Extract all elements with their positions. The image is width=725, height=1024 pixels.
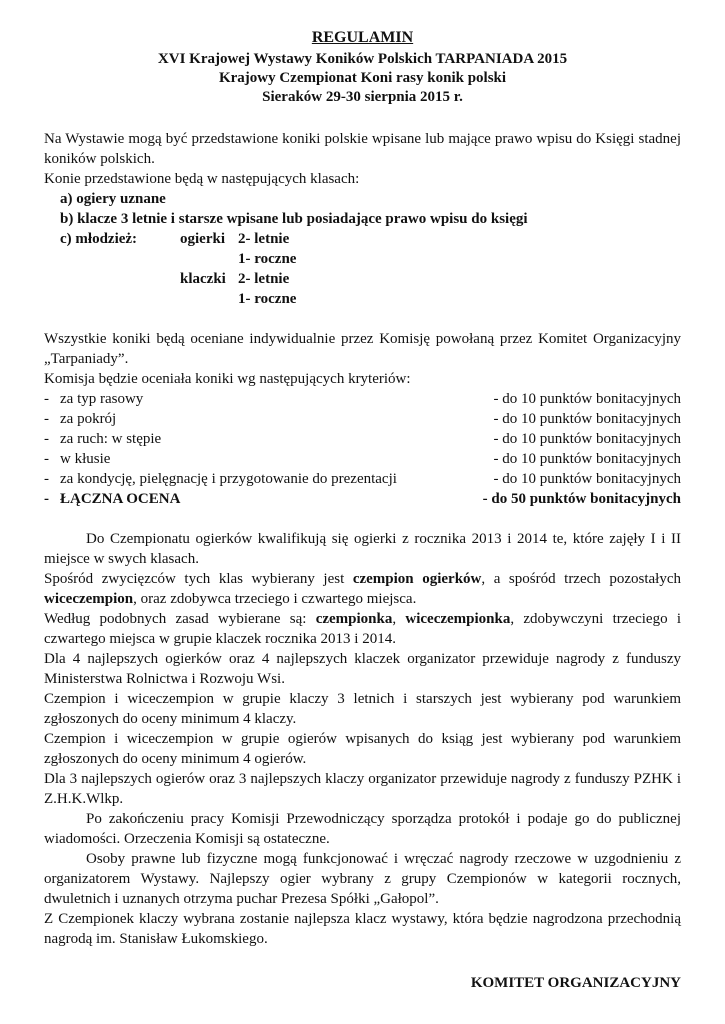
class-c-ogierki-1: 1- roczne — [238, 251, 297, 267]
rule-paragraph: Do Czempionatu ogierków kwalifikują się ogierki z rocznika 2013 i 2014 te, które zajęły I i II miejsce w swych klasach. — [44, 531, 681, 567]
classes-list — [44, 189, 681, 309]
event-name: XVI Krajowej Wystawy Koników Polskich TARPANIADA 2015 — [157, 51, 568, 67]
class-c-ogierki-2: c) młodzież: ogierki 2- letnie — [60, 231, 290, 247]
criterion-item: - za kondycję, pielęgnację i przygotowanie do prezentacji - do 10 punktów bonitacyjnych — [44, 471, 681, 487]
criterion-item: - za typ rasowy - do 10 punktów bonitacyjnych — [44, 391, 681, 407]
signature: KOMITET ORGANIZACYJNY — [470, 975, 681, 991]
rule-paragraph: Według podobnych zasad wybierane są: czempionka, wiceczempionka, zdobywczyni trzeciego i czwartego miejsca w grupie klaczek rocznika 2013 i 2014. — [44, 611, 681, 647]
criteria-intro: Komisja będzie oceniała koniki wg następujących kryteriów: — [44, 371, 411, 387]
class-c-klaczki-1: 1- roczne — [238, 291, 297, 307]
rule-paragraph: Dla 4 najlepszych ogierków oraz 4 najlepszych klaczek organizator przewiduje nagrody z funduszy Ministerstwa Rolnictwa i Rozwoju Wsi. — [44, 651, 681, 687]
class-c-klaczki-2: klaczki 2- letnie — [180, 271, 290, 287]
rule-paragraph: Dla 3 najlepszych ogierów oraz 3 najlepszych klaczy organizator przewiduje nagrody z funduszy PZHK i Z.H.K.Wlkp. — [44, 771, 681, 807]
classes-intro: Konie przedstawione będą w następujących klasach: — [44, 171, 360, 187]
criterion-item: - za pokrój - do 10 punktów bonitacyjnych — [44, 411, 681, 427]
document-page — [44, 28, 681, 992]
document-title: REGULAMIN — [311, 29, 414, 46]
criterion-total: - ŁĄCZNA OCENA - do 50 punktów bonitacyjnych — [44, 491, 681, 507]
rule-paragraph: Spośród zwycięzców tych klas wybierany jest czempion ogierków, a spośród trzech pozostałych wiceczempion, oraz zdobywca trzeciego i czwartego miejsca. — [44, 571, 681, 607]
intro-paragraph: Na Wystawie mogą być przedstawione koniki polskie wpisane lub mające prawo wpisu do Księgi stadnej koników polskich. — [44, 131, 681, 167]
class-b: b) klacze 3 letnie i starsze wpisane lub posiadające prawo wpisu do księgi — [60, 211, 528, 227]
rule-paragraph: Osoby prawne lub fizyczne mogą funkcjonować i wręczać nagrody rzeczowe w uzgodnieniu z organizatorem Wystawy. Najlepszy ogier wybrany z grupy Czempionów w kategorii rocznych, dwuletnich i uznanych otrzyma puchar Prezesa Spółki „Gałopol”. — [44, 851, 681, 907]
criteria-list — [44, 389, 681, 509]
rule-paragraph: Po zakończeniu pracy Komisji Przewodniczący sporządza protokół i podaje go do publicznej wiadomości. Orzeczenia Komisji są ostateczne. — [44, 811, 681, 847]
criterion-item: - za ruch: w stępie - do 10 punktów bonitacyjnych — [44, 431, 681, 447]
rule-paragraph: Czempion i wiceczempion w grupie klaczy 3 letnich i starszych jest wybierany pod warunkiem zgłoszonych do oceny minimum 4 klaczy. — [44, 691, 681, 727]
evaluation-paragraph: Wszystkie koniki będą oceniane indywidualnie przez Komisję powołaną przez Komitet Organizacyjny „Tarpaniady”. — [44, 331, 681, 367]
rule-paragraph: Z Czempionek klaczy wybrana zostanie najlepsza klacz wystawy, która będzie nagrodzona przechodnią nagrodą im. Stanisław Łukomskiego. — [44, 911, 681, 947]
event-date: Sieraków 29-30 sierpnia 2015 r. — [262, 89, 463, 105]
rule-paragraph: Czempion i wiceczempion w grupie ogierów wpisanych do ksiąg jest wybierany pod warunkiem zgłoszonych do oceny minimum 4 ogierów. — [44, 731, 681, 767]
class-a: a) ogiery uznane — [60, 191, 166, 207]
criterion-item: - w kłusie - do 10 punktów bonitacyjnych — [44, 451, 681, 467]
championship-name: Krajowy Czempionat Koni rasy konik polski — [218, 70, 507, 86]
